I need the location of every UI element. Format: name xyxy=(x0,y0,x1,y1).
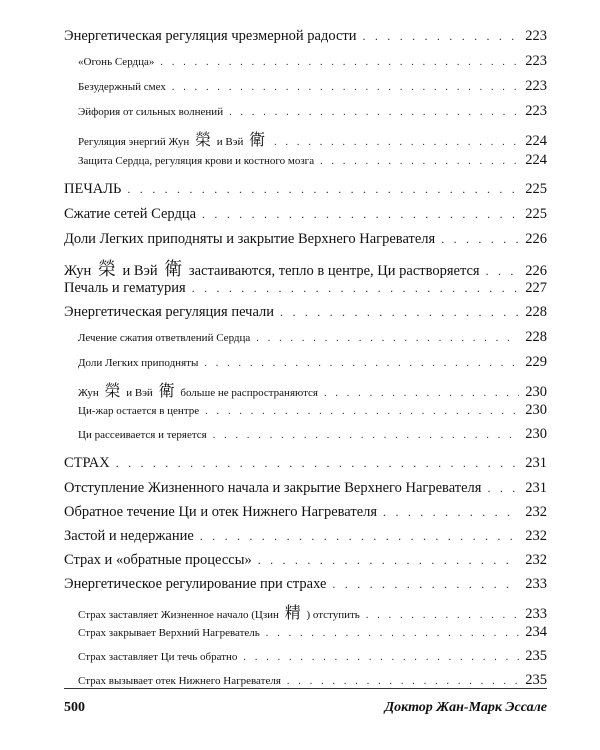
dot-leader xyxy=(200,529,519,544)
toc-entry-title: Энергетическое регулирование при страхе xyxy=(64,576,327,592)
toc-subentry xyxy=(78,152,547,169)
toc-entry xyxy=(64,304,547,321)
toc-entry-title: Застой и недержание xyxy=(64,528,194,544)
toc-subentry xyxy=(78,78,547,95)
toc-subentry xyxy=(78,600,547,623)
toc-entry-title: Страх заставляет Ци течь обратно xyxy=(78,651,238,663)
toc-entry xyxy=(64,280,547,297)
hanzi-glyph: 精 xyxy=(284,603,301,622)
toc-entry-page: 226 xyxy=(525,231,547,247)
toc-entry-title: Отступление Жизненного начала и закрытие Верхнего Нагревателя xyxy=(64,480,482,496)
dot-leader xyxy=(116,456,519,471)
dot-leader xyxy=(256,333,519,344)
toc-entry-title: «Огонь Сердца» xyxy=(78,56,155,68)
dot-leader xyxy=(213,430,519,441)
toc-entry-page: 225 xyxy=(525,181,547,197)
hanzi-glyph: 榮 xyxy=(195,130,212,149)
dot-leader xyxy=(204,358,519,369)
toc-entry-page: 233 xyxy=(525,576,547,592)
hanzi-glyph: 榮 xyxy=(97,259,116,280)
toc-entry xyxy=(64,504,547,521)
hanzi-glyph: 衛 xyxy=(249,130,266,149)
toc-entry-title: Страх и «обратные процессы» xyxy=(64,552,252,568)
title-part: застаиваются, тепло в центре, Ци растворяется xyxy=(188,263,480,279)
dot-leader xyxy=(172,82,519,93)
toc-subentry xyxy=(78,648,547,665)
toc-entry-page: 227 xyxy=(525,280,547,296)
toc-entry-page: 232 xyxy=(525,552,547,568)
toc-entry-page: 230 xyxy=(525,402,547,418)
title-part: и Вэй xyxy=(216,136,244,148)
toc-entry-page: 223 xyxy=(525,103,547,119)
toc-entry xyxy=(64,206,547,223)
toc-subentry xyxy=(78,354,547,371)
toc-entry-title: Энергетическая регуляция печали xyxy=(64,304,275,320)
toc-chapter-entry xyxy=(64,455,547,472)
toc-subentry xyxy=(78,127,547,150)
hanzi-glyph: 衛 xyxy=(158,381,175,400)
toc-entry-page: 234 xyxy=(525,624,547,640)
toc-entry-page: 235 xyxy=(525,648,547,664)
toc-entry-title: СТРАХ xyxy=(64,455,110,471)
dot-leader xyxy=(366,610,519,621)
footer-divider xyxy=(64,688,547,689)
toc-entry-page: 232 xyxy=(525,504,547,520)
dot-leader xyxy=(192,281,519,296)
toc-entry-title: Доли Легких приподняты xyxy=(78,357,199,369)
toc-entry-page: 228 xyxy=(525,304,547,320)
toc-subentry xyxy=(78,672,547,689)
footer-author: Доктор Жан-Марк Эссале xyxy=(384,700,547,715)
toc-subentry xyxy=(78,53,547,70)
toc-subentry xyxy=(78,426,547,443)
toc-entry-page: 231 xyxy=(525,480,547,496)
toc-subentry xyxy=(78,402,547,419)
title-part: Регуляция энергий Жун xyxy=(78,136,190,148)
dot-leader xyxy=(383,505,519,520)
toc-entry-title: Страх закрывает Верхний Нагреватель xyxy=(78,627,260,639)
toc-entry-page: 228 xyxy=(525,329,547,345)
dot-leader xyxy=(487,481,519,496)
toc-entry-page: 224 xyxy=(525,133,547,149)
toc-entry-page: 231 xyxy=(525,455,547,471)
dot-leader xyxy=(205,406,519,417)
title-part: Страх заставляет Жизненное начало (Цзин xyxy=(78,609,279,621)
toc-entry-page: 226 xyxy=(525,263,547,279)
toc-entry-title: ПЕЧАЛЬ xyxy=(64,181,122,197)
toc-entry-title: Ци-жар остается в центре xyxy=(78,405,200,417)
footer-page-number: 500 xyxy=(64,700,85,715)
toc-entry-title: Лечение сжатия ответвлений Сердца xyxy=(78,332,251,344)
title-part: и Вэй xyxy=(122,263,158,279)
toc-entry xyxy=(64,552,547,569)
toc-entry-title: Доли Легких приподняты и закрытие Верхнего Нагревателя xyxy=(64,231,436,247)
toc-entry-page: 232 xyxy=(525,528,547,544)
hanzi-glyph: 衛 xyxy=(164,259,183,280)
toc-entry-page: 235 xyxy=(525,672,547,688)
toc-entry-page: 230 xyxy=(525,384,547,400)
dot-leader xyxy=(332,577,519,592)
dot-leader xyxy=(441,232,519,247)
dot-leader xyxy=(243,652,519,663)
toc-entry xyxy=(64,231,547,248)
dot-leader xyxy=(258,553,519,568)
dot-leader xyxy=(324,388,519,399)
toc-entry-page: 224 xyxy=(525,152,547,168)
toc-entry-page: 223 xyxy=(525,28,547,44)
toc-entry-page: 225 xyxy=(525,206,547,222)
title-part: больше не распространяются xyxy=(180,387,318,399)
toc-subentry xyxy=(78,103,547,120)
toc-entry-page: 229 xyxy=(525,354,547,370)
toc-entry-title: Эйфория от сильных волнений xyxy=(78,106,224,118)
dot-leader xyxy=(266,628,519,639)
dot-leader xyxy=(127,182,519,197)
toc-entry-title: Сжатие сетей Сердца xyxy=(64,206,197,222)
toc-subentry xyxy=(78,378,547,401)
toc-entry-page: 230 xyxy=(525,426,547,442)
toc-entry-title: Печаль и гематурия xyxy=(64,280,186,296)
dot-leader xyxy=(202,207,519,222)
toc-subentry xyxy=(78,329,547,346)
toc-entry xyxy=(64,480,547,497)
dot-leader xyxy=(280,305,519,320)
dot-leader xyxy=(160,57,519,68)
toc-subentry xyxy=(78,624,547,641)
toc-entry-title: Страх вызывает отек Нижнего Нагревателя xyxy=(78,675,281,687)
toc-entry-title xyxy=(78,378,318,401)
toc-entry xyxy=(64,576,547,593)
toc-entry-title: Энергетическая регуляция чрезмерной радости xyxy=(64,28,357,44)
toc-entry-title xyxy=(78,600,360,623)
dot-leader xyxy=(274,137,519,148)
toc-entry-title: Безудержный смех xyxy=(78,81,166,93)
toc-entry-page: 223 xyxy=(525,53,547,69)
toc-entry-title xyxy=(64,255,480,281)
toc-entry-page: 233 xyxy=(525,606,547,622)
toc-entry-title: Ци рассеивается и теряется xyxy=(78,429,207,441)
toc-entry-title xyxy=(78,127,268,150)
dot-leader xyxy=(363,29,520,44)
dot-leader xyxy=(486,264,519,279)
hanzi-glyph: 榮 xyxy=(104,381,121,400)
title-part: Жун xyxy=(64,263,92,279)
toc-chapter-entry xyxy=(64,181,547,198)
title-part: и Вэй xyxy=(126,387,153,399)
dot-leader xyxy=(229,107,519,118)
dot-leader xyxy=(320,156,519,167)
dot-leader xyxy=(287,676,519,687)
toc-entry-page: 223 xyxy=(525,78,547,94)
title-part: Жун xyxy=(78,387,99,399)
toc-entry xyxy=(64,28,547,45)
toc-entry-title: Защита Сердца, регуляция крови и костного мозга xyxy=(78,155,315,167)
toc-entry xyxy=(64,528,547,545)
toc-entry-title: Обратное течение Ци и отек Нижнего Нагревателя xyxy=(64,504,378,520)
title-part: ) отступить xyxy=(306,609,360,621)
toc-entry xyxy=(64,255,547,281)
